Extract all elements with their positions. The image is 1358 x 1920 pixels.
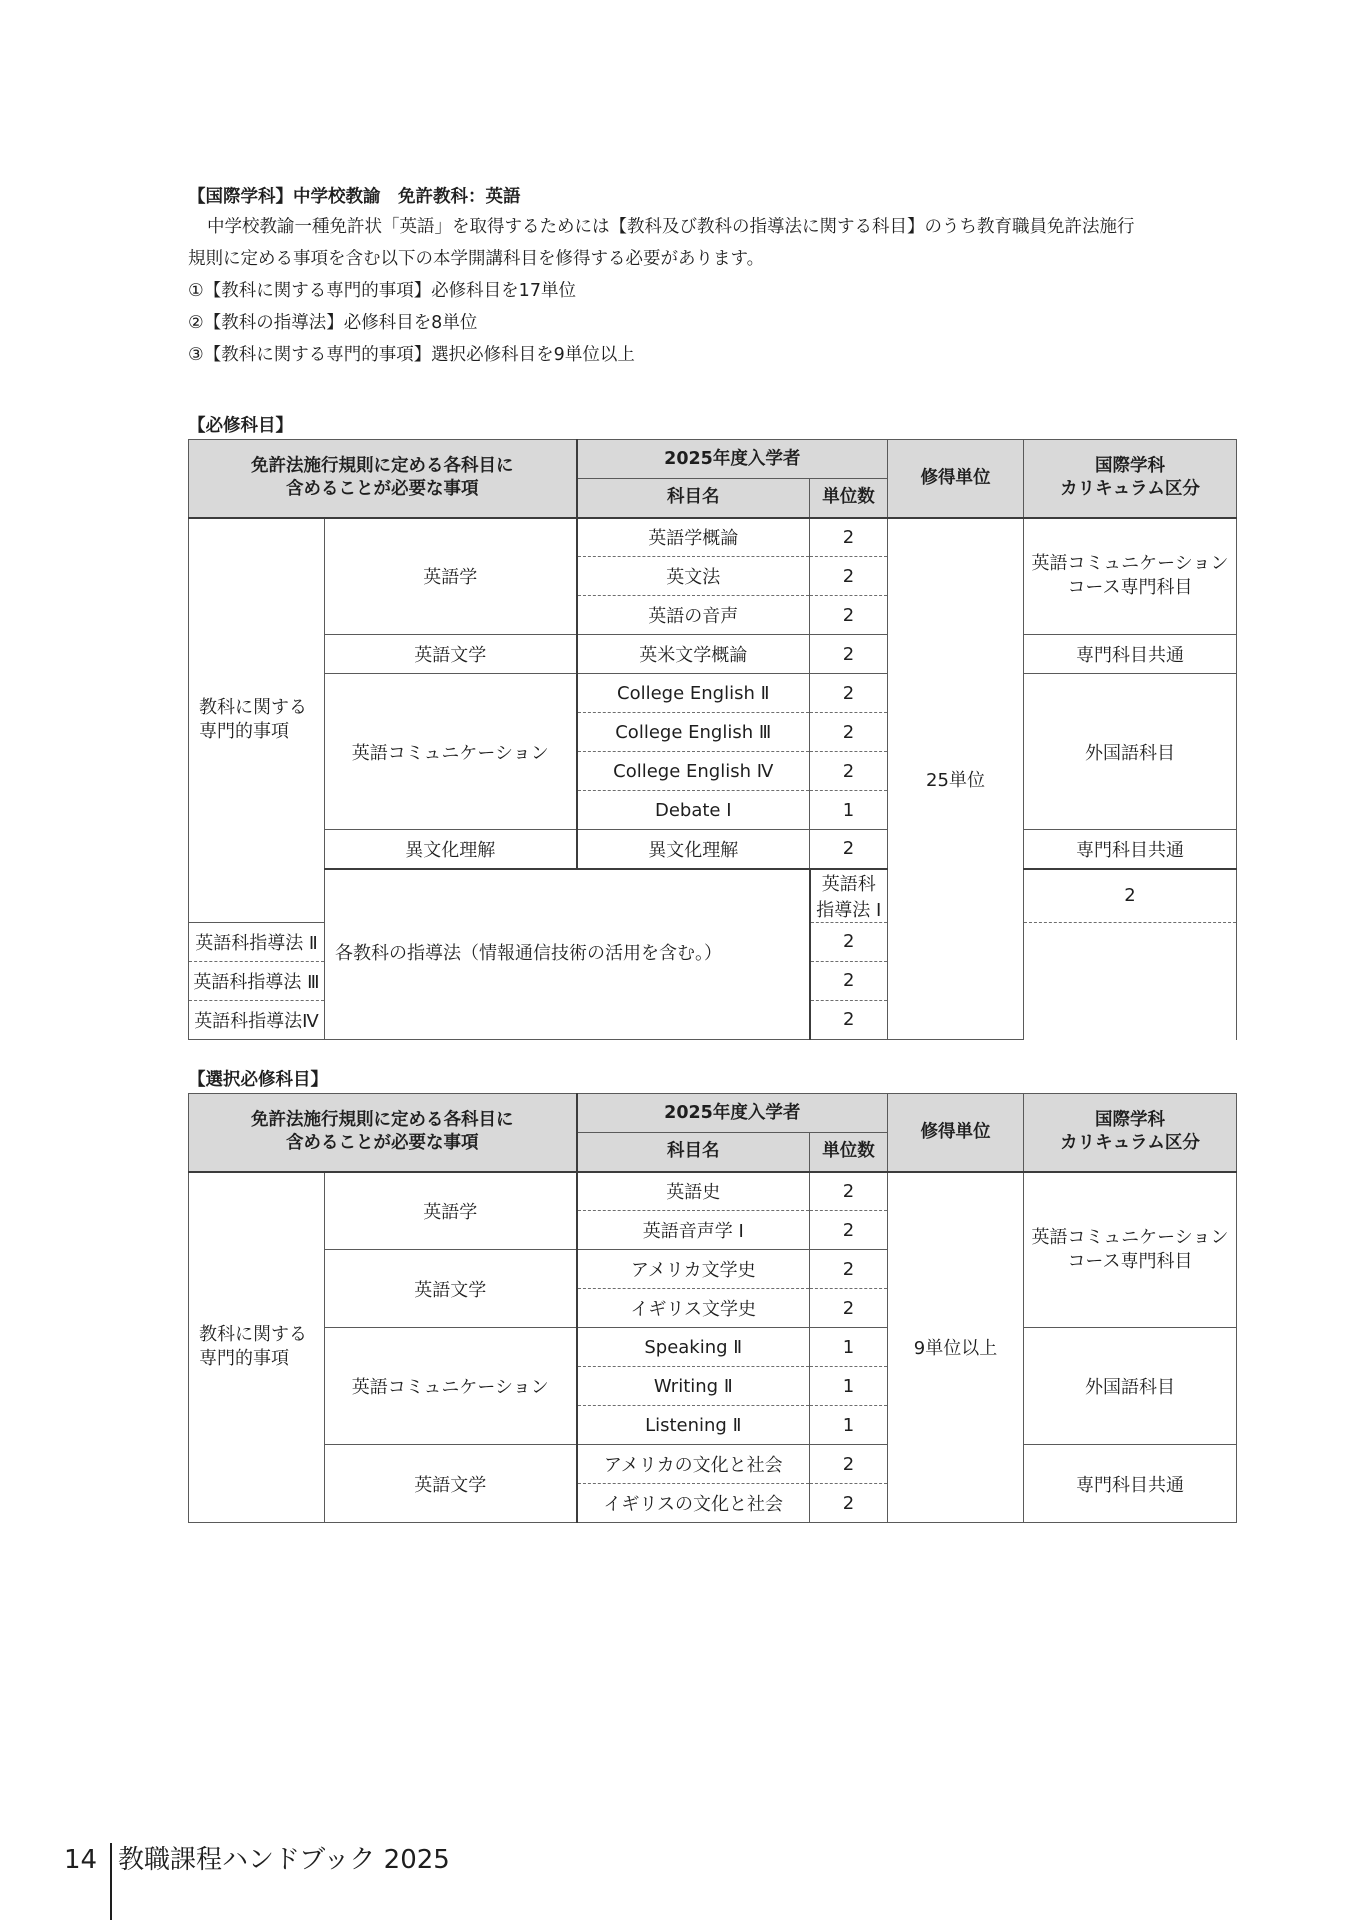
item-group: 英語文学 — [325, 635, 577, 674]
course-units: 1 — [810, 791, 888, 830]
item-group: 異文化理解 — [325, 830, 577, 869]
header-curriculum — [1024, 1094, 1237, 1172]
curriculum-category: 外国語科目 — [1024, 674, 1237, 830]
header-text: 含めることが必要な事項 — [286, 1133, 479, 1154]
header-units: 単位数 — [810, 479, 888, 518]
item-group: 英語学 — [325, 518, 577, 635]
course-units: 2 — [810, 1172, 888, 1211]
header-rule-items — [189, 440, 577, 518]
course-units: 2 — [810, 1250, 888, 1289]
course-units: 2 — [810, 752, 888, 791]
header-text: 免許法施行規則に定める各科目に — [251, 456, 514, 477]
course-name: 異文化理解 — [577, 830, 810, 869]
course-units: 2 — [1024, 869, 1237, 923]
course-name: 英語学概論 — [577, 518, 810, 557]
curriculum-category: 専門科目共通 — [1024, 830, 1237, 869]
intro-line: 中学校教諭一種免許状「英語」を取得するためには【教科及び教科の指導法に関する科目】のうち教育職員免許法施行 — [207, 217, 1135, 237]
course-name: イギリスの文化と社会 — [577, 1484, 810, 1523]
course-units: 2 — [810, 635, 888, 674]
header-year: 2025年度入学者 — [577, 1094, 888, 1133]
header-text: カリキュラム区分 — [1060, 479, 1200, 500]
header-year: 2025年度入学者 — [577, 440, 888, 479]
elective-table — [188, 1093, 1237, 1523]
intro-line: ②【教科の指導法】必修科目を8単位 — [188, 313, 478, 333]
course-name: イギリス文学史 — [577, 1289, 810, 1328]
header-text: 含めることが必要な事項 — [286, 479, 479, 500]
header-text: 国際学科 — [1095, 456, 1165, 477]
footer-divider — [110, 1843, 112, 1920]
book-title: 教職課程ハンドブック 2025 — [118, 1845, 450, 1875]
curriculum-category: 英語コミュニケーションコース専門科目 — [1024, 1172, 1237, 1328]
page-number: 14 — [64, 1845, 98, 1875]
header-earned: 修得単位 — [888, 1094, 1024, 1172]
intro-line: ③【教科に関する専門的事項】選択必修科目を9単位以上 — [188, 345, 635, 365]
course-name: 英語音声学 Ⅰ — [577, 1211, 810, 1250]
course-name: アメリカの文化と社会 — [577, 1445, 810, 1484]
course-name: College English Ⅱ — [577, 674, 810, 713]
header-subject: 科目名 — [577, 1133, 810, 1172]
course-name: 英米文学概論 — [577, 635, 810, 674]
course-name: College English Ⅳ — [577, 752, 810, 791]
course-units: 2 — [810, 557, 888, 596]
course-name: Speaking Ⅱ — [577, 1328, 810, 1367]
course-units: 2 — [810, 961, 888, 1000]
curriculum-category: 専門科目共通 — [1024, 1445, 1237, 1523]
section-title: 【国際学科】中学校教諭 免許教科：英語 — [188, 187, 521, 207]
header-text: 免許法施行規則に定める各科目に — [251, 1110, 514, 1131]
header-units: 単位数 — [810, 1133, 888, 1172]
header-subject: 科目名 — [577, 479, 810, 518]
course-name: Listening Ⅱ — [577, 1406, 810, 1445]
course-name: 英語科指導法 Ⅱ — [189, 922, 325, 961]
earned-units: 25単位 — [888, 518, 1024, 1040]
intro-line: ①【教科に関する専門的事項】必修科目を17単位 — [188, 281, 576, 301]
course-name: 英文法 — [577, 557, 810, 596]
item-group: 英語学 — [325, 1172, 577, 1250]
header-text: 国際学科 — [1095, 1110, 1165, 1131]
course-name: 英語科指導法 Ⅰ — [810, 869, 888, 923]
course-units: 2 — [810, 713, 888, 752]
course-units: 2 — [810, 1211, 888, 1250]
course-units: 1 — [810, 1328, 888, 1367]
course-units: 2 — [810, 1289, 888, 1328]
category-cell: 教科に関する専門的事項 — [189, 1172, 325, 1523]
curriculum-category: 外国語科目 — [1024, 1328, 1237, 1445]
course-units: 2 — [810, 674, 888, 713]
header-rule-items — [189, 1094, 577, 1172]
item-group: 英語コミュニケーション — [325, 1328, 577, 1445]
course-units: 2 — [810, 596, 888, 635]
course-units: 2 — [810, 830, 888, 869]
item-group: 英語文学 — [325, 1250, 577, 1328]
course-units: 2 — [810, 1484, 888, 1523]
item-group: 英語コミュニケーション — [325, 674, 577, 830]
curriculum-category: 専門科目共通 — [1024, 635, 1237, 674]
item-group: 英語文学 — [325, 1445, 577, 1523]
course-name: Writing Ⅱ — [577, 1367, 810, 1406]
course-name: 英語科指導法Ⅳ — [189, 1000, 325, 1039]
header-text: カリキュラム区分 — [1060, 1133, 1200, 1154]
header-earned: 修得単位 — [888, 440, 1024, 518]
category-cell: 各教科の指導法（情報通信技術の活用を含む。） — [325, 869, 810, 1040]
course-units: 1 — [810, 1367, 888, 1406]
header-curriculum — [1024, 440, 1237, 518]
intro-section — [188, 183, 1228, 371]
course-units: 2 — [810, 518, 888, 557]
course-name: College English Ⅲ — [577, 713, 810, 752]
earned-units: 9単位以上 — [888, 1172, 1024, 1523]
course-name: 英語の音声 — [577, 596, 810, 635]
curriculum-category: 英語コミュニケーションコース専門科目 — [1024, 518, 1237, 635]
elective-section-label: 【選択必修科目】 — [188, 1070, 328, 1090]
course-name: 英語科指導法 Ⅲ — [189, 961, 325, 1000]
intro-line: 規則に定める事項を含む以下の本学開講科目を修得する必要があります。 — [188, 249, 765, 269]
category-cell: 教科に関する専門的事項 — [189, 518, 325, 923]
required-section-label: 【必修科目】 — [188, 416, 293, 436]
course-units: 1 — [810, 1406, 888, 1445]
course-units: 2 — [810, 1445, 888, 1484]
required-table — [188, 439, 1237, 1040]
course-name: Debate Ⅰ — [577, 791, 810, 830]
course-name: アメリカ文学史 — [577, 1250, 810, 1289]
course-name: 英語史 — [577, 1172, 810, 1211]
course-units: 2 — [810, 1000, 888, 1039]
course-units: 2 — [810, 922, 888, 961]
